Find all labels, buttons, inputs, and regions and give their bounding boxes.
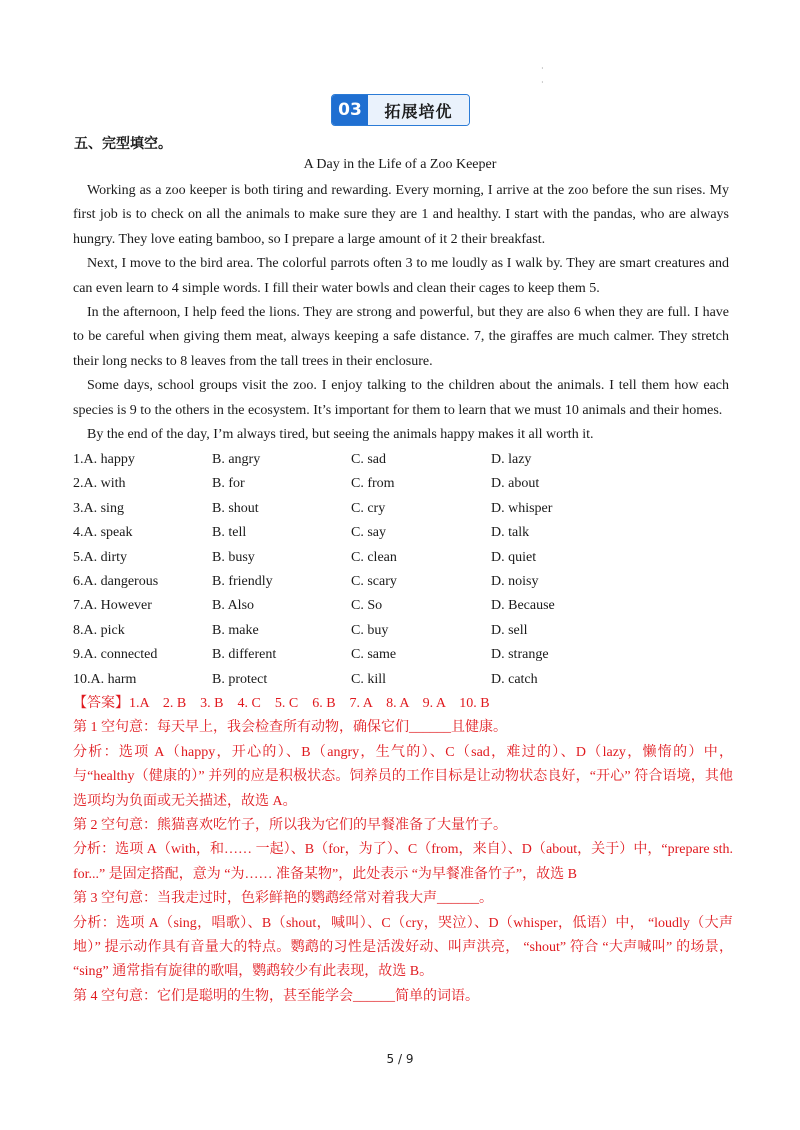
question-row (73, 668, 733, 692)
option-a: 9.A. connected (73, 647, 158, 663)
answer-section (73, 692, 733, 1009)
answer-key: 【答案】1.A 2. B 3. B 4. C 5. C 6. B 7. A 8. A 9. A 10. B (73, 696, 490, 711)
option-d: D. quiet (491, 549, 537, 565)
option-b: B. make (212, 622, 259, 638)
option-c: C. So (351, 598, 383, 614)
question-row (73, 521, 733, 545)
passage-paragraph: Working as a zoo keeper is both tiring and rewarding. Every morning, I arrive at the zoo before the sun rises. My first job is to check on all the animals to make sure they are 1 and healthy. I start with the pandas, who are always hungry. They love eating bamboo, so I prepare a large amount of it 2 their breakfast. (73, 183, 729, 247)
option-c: C. sad (351, 452, 386, 467)
explanation-line: 第 1 空句意：每天早上，我会检查所有动物，确保它们______且健康。 (73, 720, 507, 736)
option-b: B. different (212, 647, 277, 663)
explanation-line: 第 4 空句意：它们是聪明的生物，甚至能学会______简单的词语。 (73, 988, 479, 1004)
option-a: 8.A. pick (73, 622, 125, 638)
question-row (73, 472, 733, 496)
question-options (73, 448, 733, 692)
question-row (73, 546, 733, 570)
section-badge (331, 94, 470, 126)
explanation-line: 分析：选项 A（with，和…… 一起）、B（for，为了）、C（from，来自）、D（about，关于）中，“prepare sth. for...” 是固定搭配，意为 “为…… 准备某物”，此处表示 “为早餐准备竹子”，故选 B (73, 842, 733, 882)
option-d: D. strange (491, 647, 549, 663)
question-row (73, 448, 733, 472)
option-d: D. talk (491, 525, 530, 541)
page-number: 5 / 9 (386, 1052, 414, 1066)
option-a: 6.A. dangerous (73, 573, 159, 589)
option-b: B. for (212, 476, 245, 492)
option-d: D. lazy (491, 452, 532, 467)
option-d: D. about (491, 476, 540, 492)
passage-paragraph: Some days, school groups visit the zoo. I enjoy talking to the children about the animals. I tell them how each species is 9 to the others in the ecosystem. It’s important for them to learn that we must 10 animals and their homes. (73, 378, 729, 418)
passage-title: A Day in the Life of a Zoo Keeper (303, 157, 497, 172)
question-row (73, 570, 733, 594)
option-d: D. whisper (491, 500, 553, 516)
option-a: 3.A. sing (73, 500, 124, 516)
option-c: C. buy (351, 622, 389, 638)
option-d: D. sell (491, 622, 528, 638)
passage-paragraph: In the afternoon, I help feed the lions. They are strong and powerful, but they are also 6 when they are full. I have to be careful when giving them meat, always keeping a safe distance. 7, the giraffes are much calmer. They stretch their long necks to 8 leaves from the tall trees in their enclosure. (73, 305, 729, 369)
option-c: C. cry (351, 500, 386, 516)
explanation-line: 第 3 空句意：当我走过时，色彩鲜艳的鹦鹉经常对着我大声______。 (73, 891, 493, 907)
option-c: C. kill (351, 671, 387, 687)
option-d: D. catch (491, 671, 538, 687)
option-c: C. same (351, 647, 397, 663)
option-b: B. busy (212, 549, 255, 565)
option-a: 4.A. speak (73, 525, 133, 541)
option-a: 5.A. dirty (73, 549, 128, 565)
option-b: B. Also (212, 598, 255, 614)
explanation-line: 分析：选项 A（happy，开心的）、B（angry，生气的）、C（sad，难过的）、D（lazy，懒惰的）中，与“healthy（健康的）” 并列的应是积极状态。饲养员的工作目标是让动物状态良好，“开心” 符合语境，其他选项均为负面或无关描述，故选 A。 (73, 744, 733, 809)
section-title: 五、完型填空。 (74, 136, 172, 152)
passage (73, 179, 729, 447)
badge-title: 拓展培优 (368, 95, 469, 125)
option-c: C. say (351, 525, 386, 541)
badge-number: 03 (332, 95, 368, 125)
option-d: D. noisy (491, 573, 539, 589)
question-row (73, 643, 733, 667)
option-b: B. friendly (212, 573, 273, 589)
passage-paragraph: By the end of the day, I’m always tired, but seeing the animals happy makes it all worth it. (87, 427, 594, 443)
scan-marks: · · (541, 64, 544, 87)
option-c: C. clean (351, 549, 397, 565)
explanation-line: 第 2 空句意：熊猫喜欢吃竹子，所以我为它们的早餐准备了大量竹子。 (73, 818, 507, 834)
option-b: B. angry (212, 452, 261, 467)
option-a: 10.A. harm (73, 671, 137, 687)
option-b: B. protect (212, 671, 268, 687)
question-row (73, 594, 733, 618)
option-a: 1.A. happy (73, 452, 135, 467)
option-c: C. from (351, 476, 395, 492)
option-a: 2.A. with (73, 476, 126, 492)
option-a: 7.A. However (73, 598, 152, 614)
option-c: C. scary (351, 573, 397, 589)
option-b: B. shout (212, 500, 259, 516)
option-d: D. Because (491, 598, 555, 614)
question-row (73, 497, 733, 521)
passage-paragraph: Next, I move to the bird area. The colorful parrots often 3 to me loudly as I walk by. They are smart creatures and can even learn to 4 simple words. I fill their water bowls and clean their cages to keep them 5. (73, 256, 729, 296)
question-row (73, 619, 733, 643)
option-b: B. tell (212, 525, 247, 541)
explanation-line: 分析：选项 A（sing，唱歌）、B（shout，喊叫）、C（cry，哭泣）、D（whisper，低语）中， “loudly（大声地）” 提示动作具有音量大的特点。鹦鹉的习性是活泼好动、叫声洪亮， “shout” 符合 “大声喊叫” 的场景， “sing” 通常指有旋律的歌唱，鹦鹉较少有此表现，故选 B。 (73, 915, 733, 980)
